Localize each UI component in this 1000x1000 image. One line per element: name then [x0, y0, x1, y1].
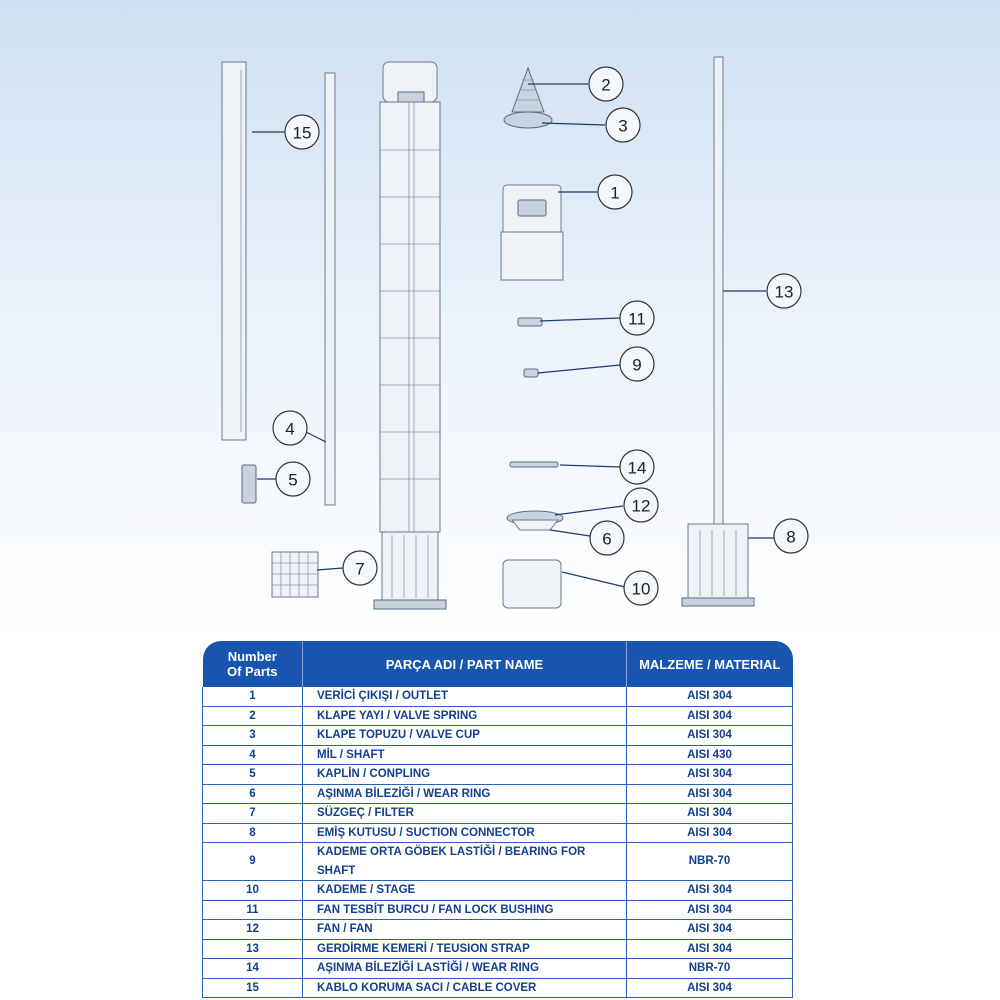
table-row [203, 920, 793, 940]
callout-label: 11 [628, 309, 646, 329]
table-row [203, 765, 793, 785]
part-outlet [501, 185, 563, 280]
cell-part-number: 8 [203, 823, 303, 843]
cell-material: AISI 304 [627, 804, 793, 824]
table-row [203, 784, 793, 804]
cell-material: AISI 304 [627, 784, 793, 804]
header-number-line1: Number [227, 649, 277, 664]
callout-label: 6 [602, 529, 612, 549]
callout-label: 10 [631, 579, 651, 599]
parts-table [202, 641, 793, 998]
cell-part-name: EMİŞ KUTUSU / SUCTION CONNECTOR [303, 823, 627, 843]
part-coupling [242, 465, 256, 503]
cell-part-name: VERİCİ ÇIKIŞI / OUTLET [303, 687, 627, 706]
cell-part-number: 12 [203, 920, 303, 940]
cell-part-number: 13 [203, 939, 303, 959]
cell-material: AISI 304 [627, 726, 793, 746]
cell-material: AISI 304 [627, 939, 793, 959]
part-fan [507, 511, 563, 530]
cell-material: AISI 304 [627, 920, 793, 940]
cell-material: AISI 304 [627, 687, 793, 706]
part-shaft [325, 73, 335, 505]
cell-part-name: SÜZGEÇ / FILTER [303, 804, 627, 824]
cell-material: NBR-70 [627, 959, 793, 979]
cell-material: AISI 304 [627, 765, 793, 785]
callout-label: 3 [618, 116, 628, 136]
cell-part-name: KAPLİN / CONPLING [303, 765, 627, 785]
table-row [203, 978, 793, 998]
cell-material: AISI 304 [627, 978, 793, 998]
cell-material: AISI 304 [627, 900, 793, 920]
table-row [203, 706, 793, 726]
table-row [203, 900, 793, 920]
cell-part-number: 2 [203, 706, 303, 726]
cell-material: AISI 430 [627, 745, 793, 765]
cell-part-number: 14 [203, 959, 303, 979]
cell-part-number: 7 [203, 804, 303, 824]
callout-7 [343, 551, 377, 585]
cell-part-name: GERDİRME KEMERİ / TEUSION STRAP [303, 939, 627, 959]
part-bearing [524, 369, 538, 377]
cell-part-name: FAN / FAN [303, 920, 627, 940]
cell-part-name: KABLO KORUMA SACI / CABLE COVER [303, 978, 627, 998]
part-pump-assembly [374, 62, 446, 609]
part-suction-connector [682, 524, 754, 606]
callout-6 [590, 521, 624, 555]
cell-part-number: 3 [203, 726, 303, 746]
cell-part-name: MİL / SHAFT [303, 745, 627, 765]
cell-part-name: AŞINMA BİLEZİĞİ LASTİĞİ / WEAR RING [303, 959, 627, 979]
part-fan-lock-bushing [518, 318, 542, 326]
callout-label: 12 [631, 496, 651, 516]
cell-material: AISI 304 [627, 881, 793, 901]
cell-part-number: 1 [203, 687, 303, 706]
cell-part-number: 9 [203, 843, 303, 881]
callout-5 [276, 462, 310, 496]
cell-part-number: 5 [203, 765, 303, 785]
callout-label: 5 [288, 470, 298, 490]
callout-label: 1 [610, 183, 620, 203]
table-header-row [203, 641, 793, 687]
callout-13 [767, 274, 801, 308]
callout-label: 9 [632, 355, 642, 375]
cell-material: AISI 304 [627, 823, 793, 843]
cell-part-name: KADEME ORTA GÖBEK LASTİĞİ / BEARING FOR SHAFT [303, 843, 627, 881]
cell-part-number: 4 [203, 745, 303, 765]
cell-part-number: 10 [203, 881, 303, 901]
table-row [203, 939, 793, 959]
callout-label: 13 [774, 282, 794, 302]
part-valve-spring [512, 68, 544, 112]
callout-4 [273, 411, 307, 445]
part-stage [503, 560, 561, 608]
callout-3 [606, 108, 640, 142]
table-row [203, 804, 793, 824]
callout-14 [620, 450, 654, 484]
callout-2 [589, 67, 623, 101]
callout-10 [624, 571, 658, 605]
cell-part-name: KADEME / STAGE [303, 881, 627, 901]
cell-material: AISI 304 [627, 706, 793, 726]
callout-15 [285, 115, 319, 149]
callout-8 [774, 519, 808, 553]
cell-part-number: 6 [203, 784, 303, 804]
callout-label: 8 [786, 527, 796, 547]
callout-label: 7 [355, 559, 365, 579]
cell-part-name: KLAPE YAYI / VALVE SPRING [303, 706, 627, 726]
callout-label: 15 [292, 123, 312, 143]
table-row [203, 881, 793, 901]
table-row [203, 687, 793, 706]
cell-material: NBR-70 [627, 843, 793, 881]
callout-label: 4 [285, 419, 295, 439]
header-material: MALZEME / MATERIAL [627, 641, 793, 687]
table-row [203, 959, 793, 979]
cell-part-number: 11 [203, 900, 303, 920]
table-row [203, 726, 793, 746]
table-row [203, 745, 793, 765]
callout-9 [620, 347, 654, 381]
cell-part-name: FAN TESBİT BURCU / FAN LOCK BUSHING [303, 900, 627, 920]
part-wear-ring-rubber [510, 462, 558, 467]
part-valve-cup [504, 112, 552, 128]
callout-1 [598, 175, 632, 209]
callout-label: 2 [601, 75, 611, 95]
callout-label: 14 [627, 458, 647, 478]
callout-11 [620, 301, 654, 335]
cell-part-name: KLAPE TOPUZU / VALVE CUP [303, 726, 627, 746]
header-number-of-parts [203, 641, 303, 687]
table-row [203, 823, 793, 843]
table-row [203, 843, 793, 881]
callout-12 [624, 488, 658, 522]
header-part-name: PARÇA ADI / PART NAME [303, 641, 627, 687]
header-number-line2: Of Parts [226, 664, 278, 679]
part-cable-cover [222, 62, 246, 440]
cell-part-name: AŞINMA BİLEZİĞİ / WEAR RING [303, 784, 627, 804]
cell-part-number: 15 [203, 978, 303, 998]
part-filter [272, 552, 318, 597]
part-tension-strap [714, 57, 723, 525]
